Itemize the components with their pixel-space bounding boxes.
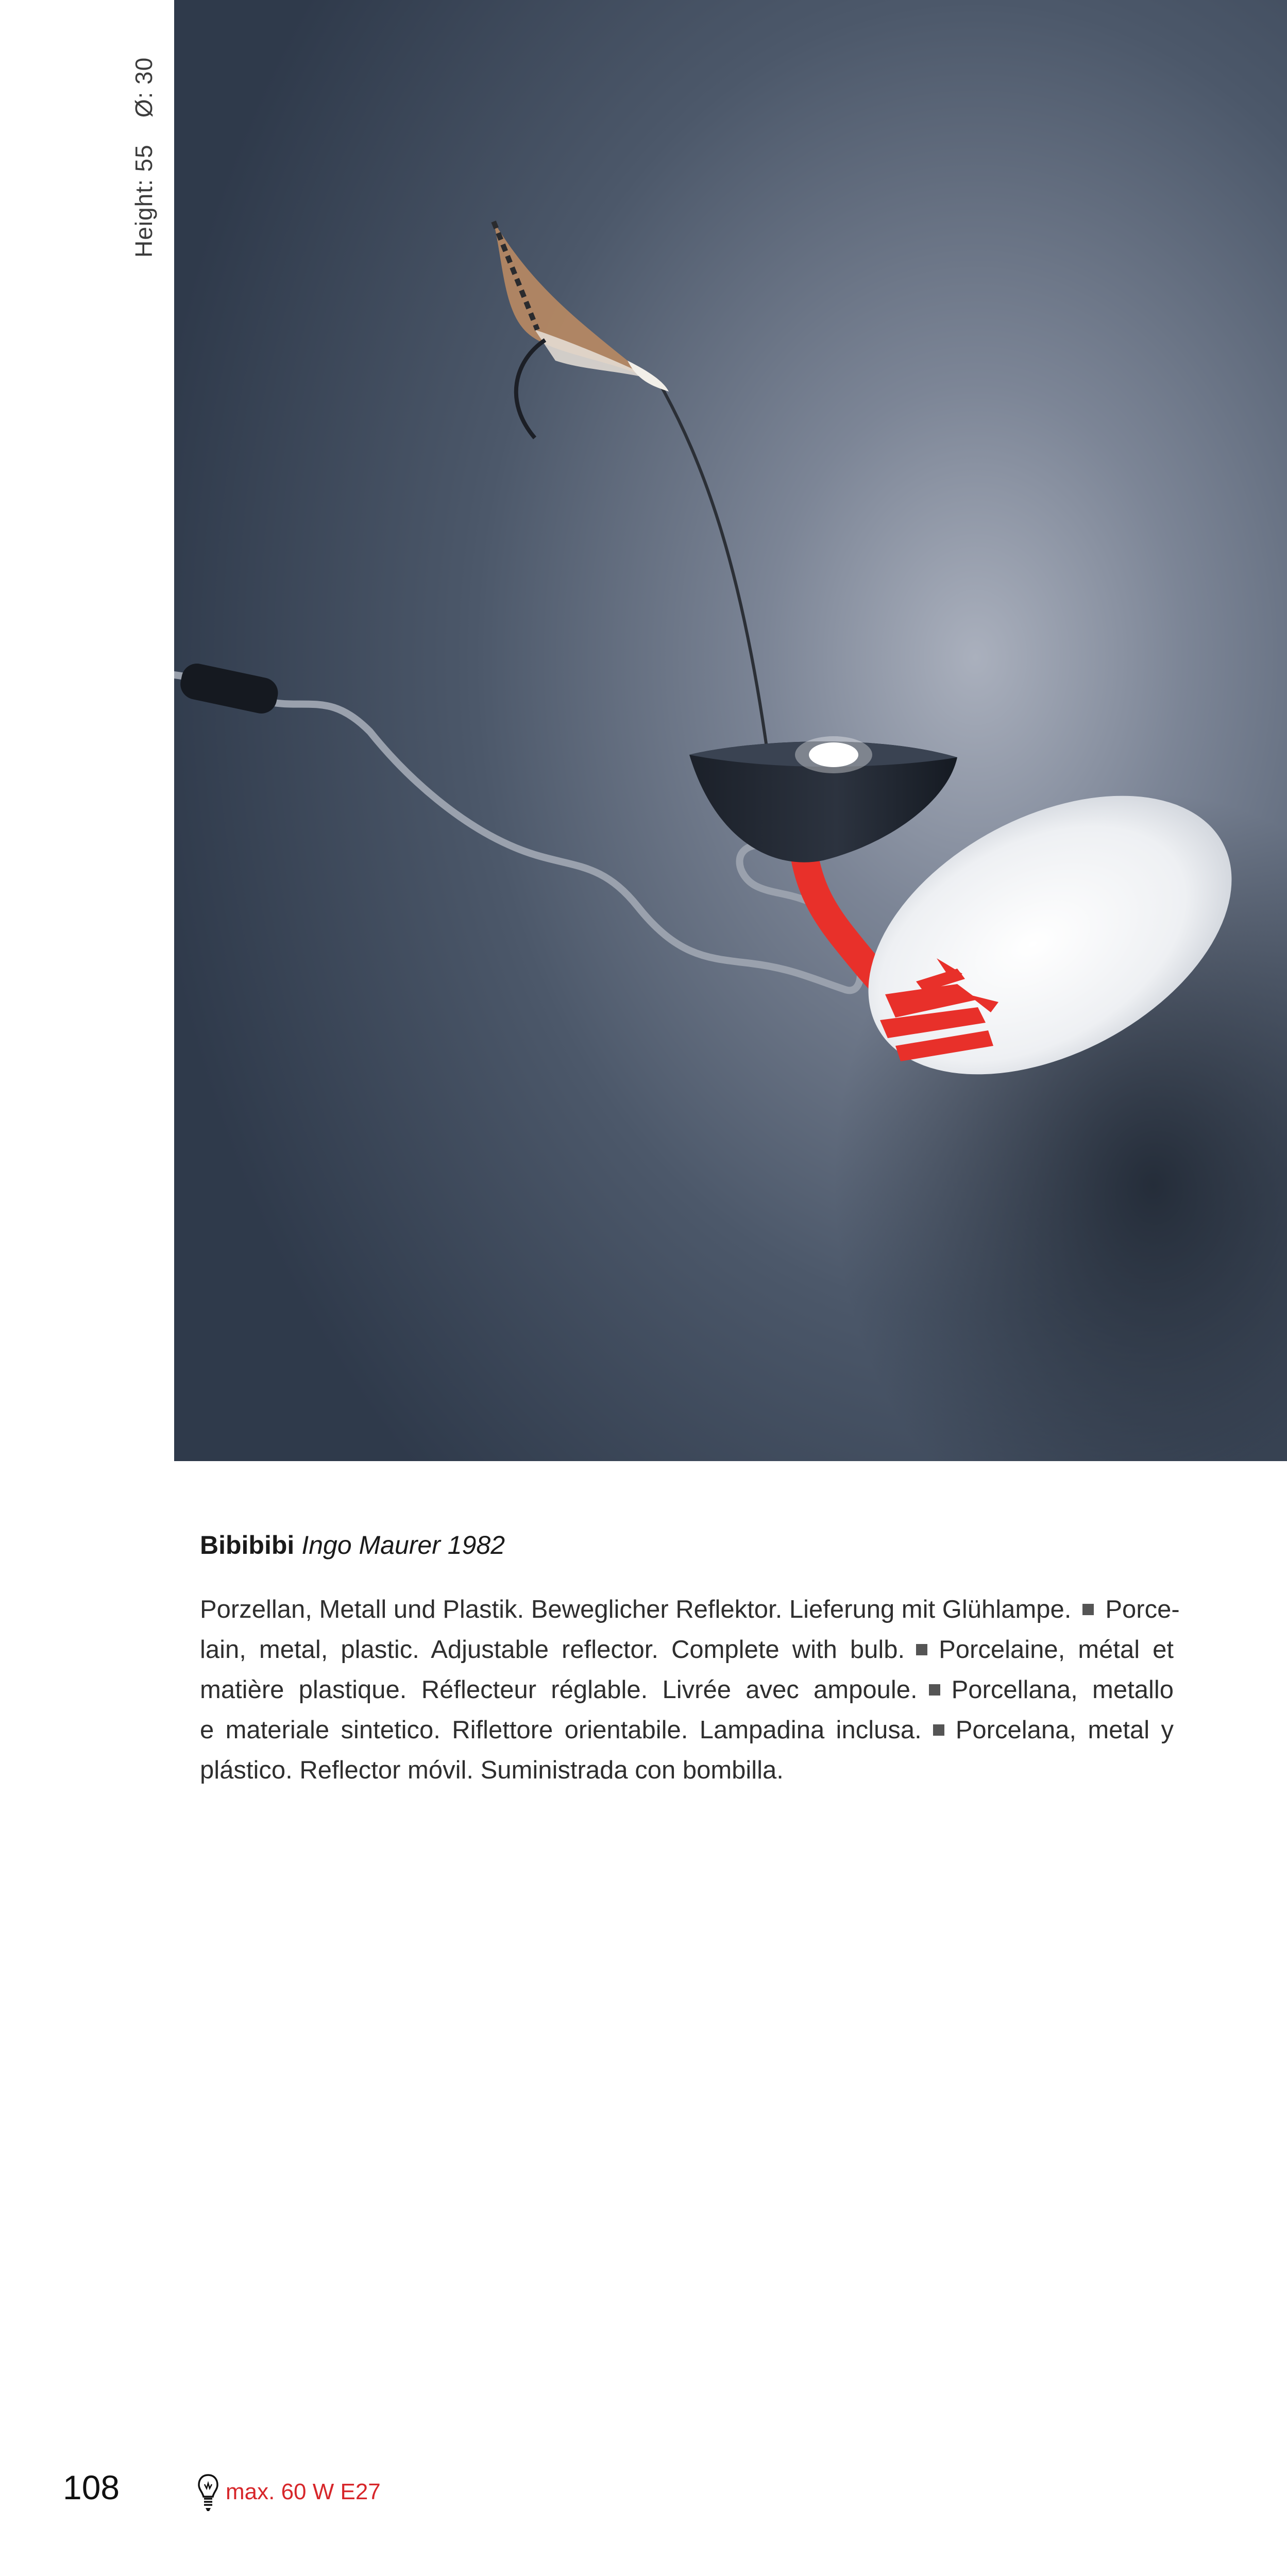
- square-bullet-icon: [933, 1724, 944, 1736]
- dimensions-label: [129, 31, 165, 258]
- description-line: Porzellan, Metall und Plastik. Beweglicher Reflektor. Lieferung mit Glühlampe. Porce-: [200, 1596, 1180, 1623]
- height-value: Height: 55: [130, 144, 157, 258]
- square-bullet-icon: [929, 1684, 940, 1696]
- product-title: [200, 1530, 505, 1560]
- description-line: lain, metal, plastic. Adjustable reflector. Complete with bulb. Porcelaine, métal et: [200, 1636, 1174, 1664]
- light-bulb-icon: [197, 2473, 219, 2513]
- product-designer: Ingo Maurer 1982: [301, 1531, 505, 1560]
- square-bullet-icon: [1082, 1604, 1094, 1615]
- square-bullet-icon: [916, 1644, 927, 1655]
- product-description: [200, 1589, 1180, 1790]
- product-photo: [174, 0, 1287, 1461]
- bulb-spec: max. 60 W E27: [226, 2479, 381, 2504]
- page-number: 108: [63, 2468, 120, 2506]
- diameter-value: Ø: 30: [130, 57, 157, 118]
- product-name: Bibibibi: [200, 1531, 295, 1560]
- description-line: e materiale sintetico. Riflettore orientabile. Lampadina inclusa. Porcelana, metal y: [200, 1716, 1174, 1744]
- description-line: matière plastique. Réflecteur réglable. Livrée avec ampoule. Porcellana, metallo: [200, 1676, 1174, 1704]
- description-line: plástico. Reflector móvil. Suministrada con bombilla.: [200, 1756, 784, 1784]
- lamp-photo-illustration: [174, 0, 1287, 1461]
